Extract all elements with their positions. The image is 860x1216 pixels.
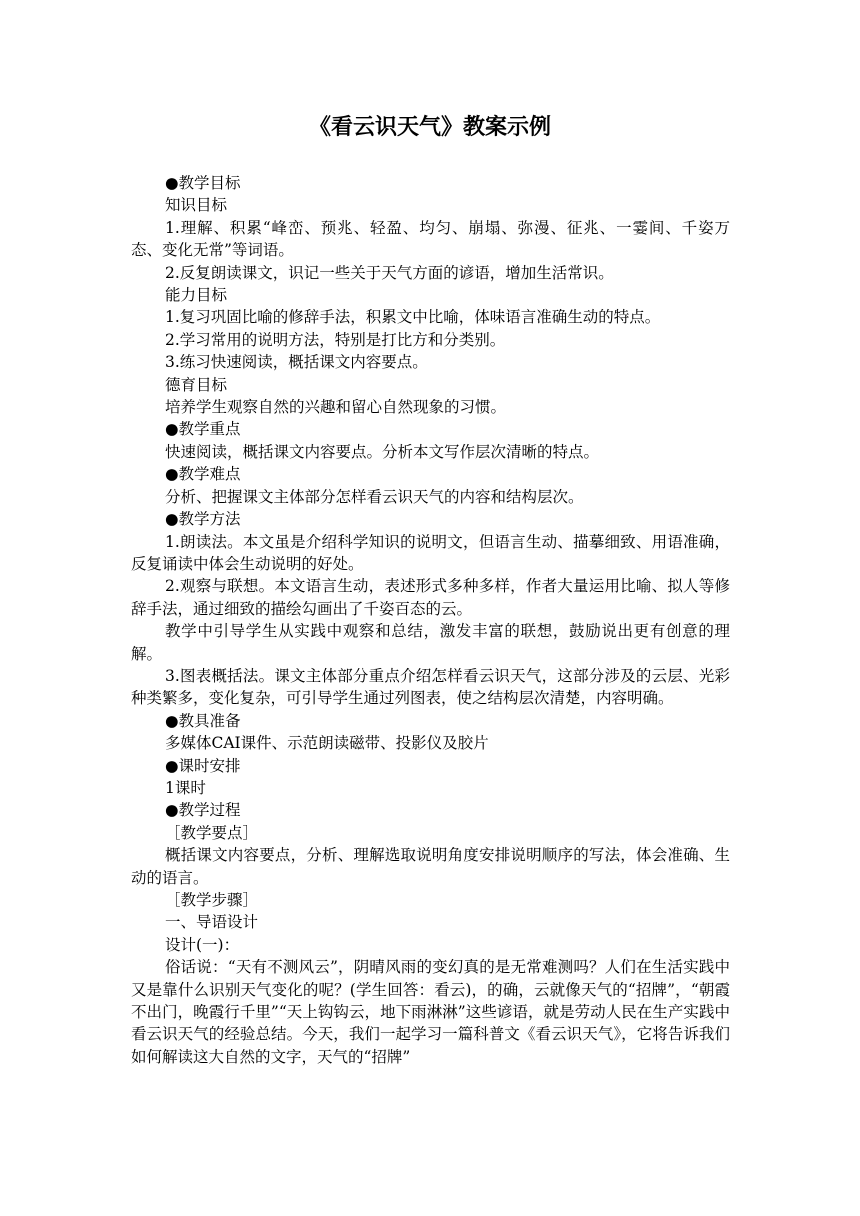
document-body	[131, 172, 730, 1068]
paragraph: 1课时	[165, 778, 206, 797]
paragraph: 2.反复朗读课文，识记一些关于天气方面的谚语，增加生活常识。	[165, 263, 614, 282]
paragraph: 3.练习快速阅读，概括课文内容要点。	[165, 353, 428, 372]
section-heading-teaching-goals: ●教学目标	[165, 174, 241, 192]
section-heading-methods: ●教学方法	[165, 510, 241, 529]
section-heading-process: ●教学过程	[165, 801, 241, 820]
paragraph: 2.学习常用的说明方法，特别是打比方和分类别。	[165, 330, 506, 349]
subheading-knowledge-goals: 知识目标	[165, 196, 228, 215]
paragraph: 3.图表概括法。课文主体部分重点介绍怎样看云识天气，这部分涉及的云层、光彩种类繁多，变化复杂，可引导学生通过列图表，使之结构层次清楚，内容明确。	[131, 666, 730, 708]
paragraph: 多媒体CAI课件、示范朗读磁带、投影仪及胶片	[165, 734, 489, 753]
section-heading-schedule: ●课时安排	[165, 756, 241, 775]
subheading-moral-goals: 德育目标	[165, 375, 228, 394]
paragraph: 分析、把握课文主体部分怎样看云识天气的内容和结构层次。	[165, 487, 584, 506]
document-title: 《看云识天气》教案示例	[308, 114, 551, 140]
paragraph: 快速阅读，概括课文内容要点。分析本文写作层次清晰的特点。	[165, 442, 600, 461]
paragraph: 1.理解、积累“峰峦、预兆、轻盈、均匀、崩塌、弥漫、征兆、一霎间、千姿万态、变化无常”等词语。	[131, 218, 730, 260]
section-heading-difficulties: ●教学难点	[165, 465, 241, 484]
paragraph: 教学中引导学生从实践中观察和总结，激发丰富的联想，鼓励说出更有创意的理解。	[131, 622, 730, 663]
paragraph: 培养学生观察自然的兴趣和留心自然现象的习惯。	[165, 398, 507, 417]
bracket-heading-key-points: ［教学要点］	[165, 823, 259, 842]
section-heading-teaching-aids: ●教具准备	[165, 711, 241, 730]
paragraph: 1.朗读法。本文虽是介绍科学知识的说明文，但语言生动、描摹细致、用语准确，反复诵读中体会生动说明的好处。	[131, 532, 730, 573]
paragraph: 1.复习巩固比喻的修辞手法，积累文中比喻，体味语言准确生动的特点。	[165, 308, 661, 327]
step-heading-intro: 一、导语设计	[165, 913, 259, 932]
design-label: 设计(一)：	[165, 935, 240, 954]
bracket-heading-steps: ［教学步骤］	[165, 891, 259, 909]
subheading-ability-goals: 能力目标	[165, 286, 228, 305]
paragraph: 俗话说：“天有不测风云”，阴晴风雨的变幻真的是无常难测吗？人们在生活实践中又是靠什么识别天气变化的呢？(学生回答：看云)，的确，云就像天气的“招牌”，“朝霞不出门，晚霞行千里”“天上钩钩云，地下雨淋淋”这些谚语，就是劳动人民在生产实践中看云识天气的经验总结。今天，我们一起学习一篇科普文《看云识天气》，它将告诉我们如何解读这大自然的文字，天气的“招牌”	[131, 958, 730, 1066]
paragraph: 概括课文内容要点，分析、理解选取说明角度安排说明顺序的写法，体会准确、生动的语言。	[131, 846, 730, 887]
section-heading-key-points: ●教学重点	[165, 420, 241, 439]
paragraph: 2.观察与联想。本文语言生动，表述形式多种多样，作者大量运用比喻、拟人等修辞手法，通过细致的描绘勾画出了千姿百态的云。	[131, 577, 730, 618]
